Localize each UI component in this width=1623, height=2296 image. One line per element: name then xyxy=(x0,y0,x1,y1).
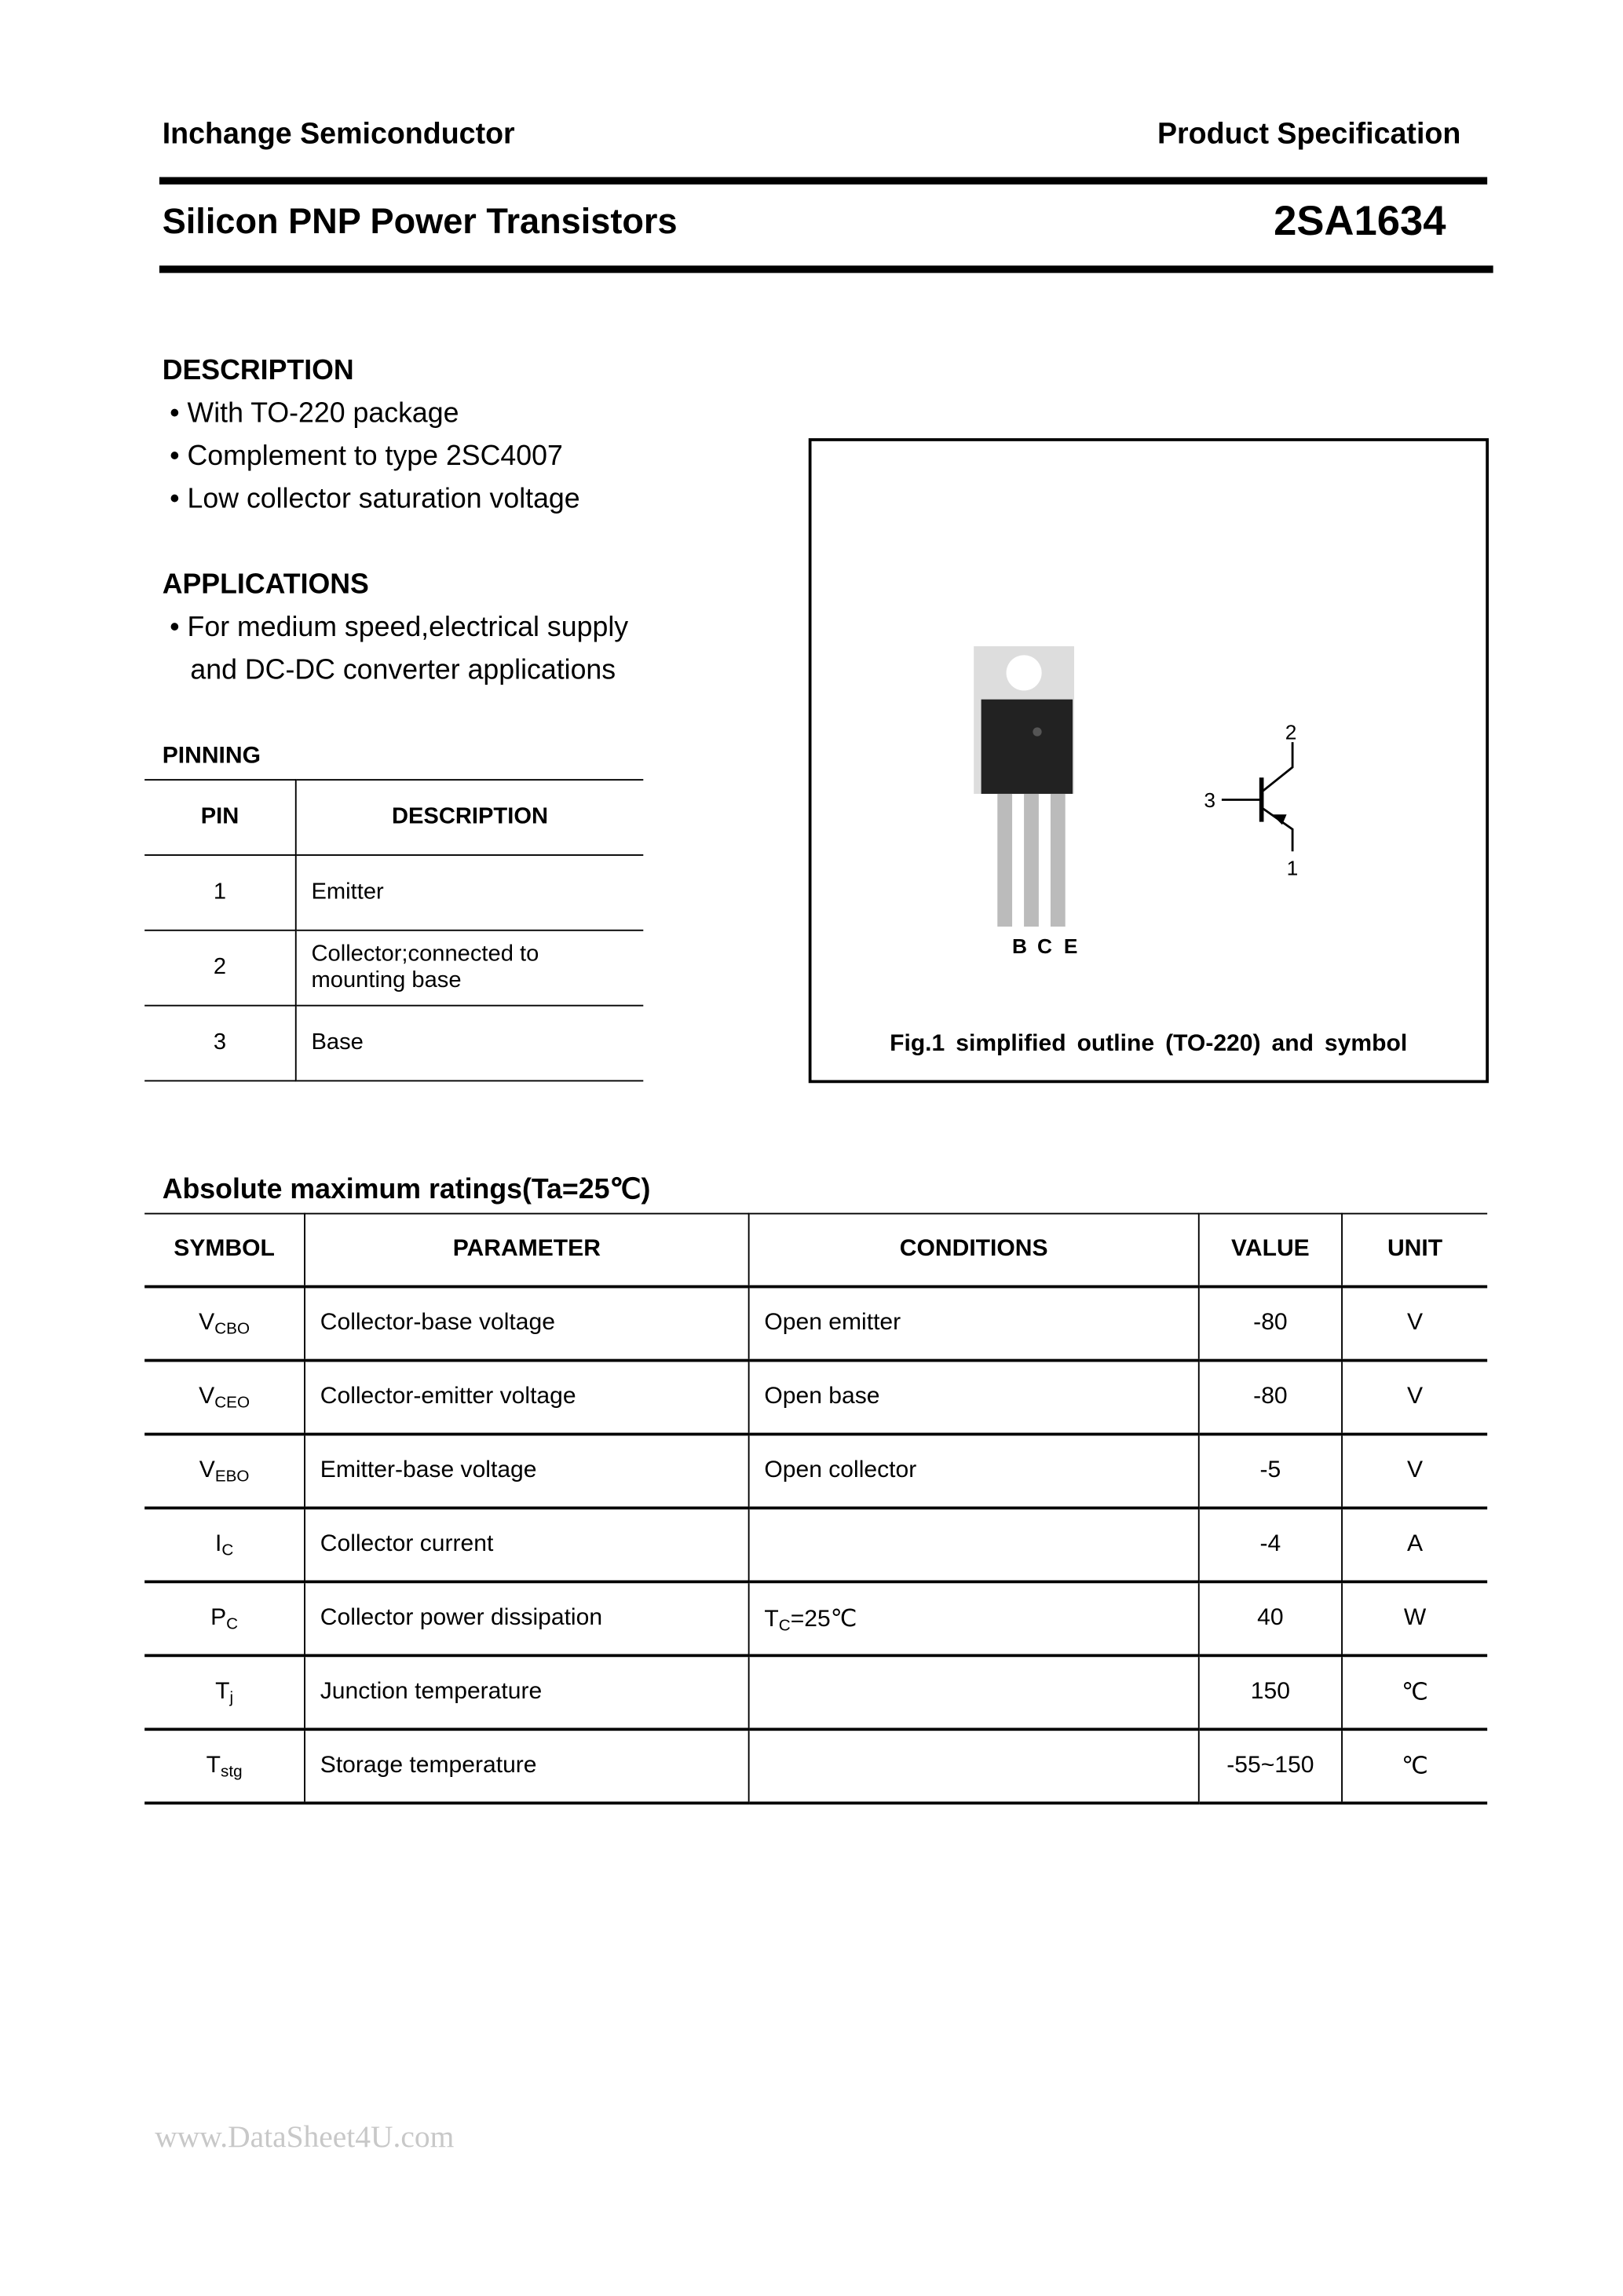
value-cell: -55~150 xyxy=(1199,1729,1342,1803)
application-item: • For medium speed,electrical supply xyxy=(170,612,629,644)
table-header-row xyxy=(144,780,643,855)
description-heading: DESCRIPTION xyxy=(162,355,354,387)
condition-subscript: C xyxy=(778,1616,791,1635)
description-item: • With TO-220 package xyxy=(170,398,459,430)
value-cell: 40 xyxy=(1199,1581,1342,1655)
applications-heading: APPLICATIONS xyxy=(162,569,369,601)
unit-cell: V xyxy=(1342,1434,1487,1508)
conditions-cell xyxy=(749,1361,1199,1435)
symbol-subscript: j xyxy=(229,1688,234,1707)
symbol-pin-3: 3 xyxy=(1204,788,1215,812)
part-number: 2SA1634 xyxy=(1274,197,1446,244)
parameter-cell: Collector power dissipation xyxy=(305,1581,749,1655)
table-row xyxy=(144,1361,1487,1435)
parameter-cell: Junction temperature xyxy=(305,1655,749,1729)
column-header: VALUE xyxy=(1199,1214,1342,1287)
table-row xyxy=(144,1581,1487,1655)
parameter-cell: Collector-base voltage xyxy=(305,1287,749,1361)
symbol-cell xyxy=(144,1434,305,1508)
column-header: PIN xyxy=(144,780,296,855)
description-item: • Low collector saturation voltage xyxy=(170,484,580,515)
unit-cell: V xyxy=(1342,1361,1487,1435)
doc-type: Product Specification xyxy=(1157,118,1461,151)
pin-description: Collector;connected to mounting base xyxy=(296,930,644,1006)
table-row xyxy=(144,1434,1487,1508)
symbol-cell xyxy=(144,1508,305,1581)
table-row xyxy=(144,1287,1487,1361)
symbol-subscript: C xyxy=(221,1541,234,1559)
condition: Open base xyxy=(764,1383,880,1409)
column-header: UNIT xyxy=(1342,1214,1487,1287)
conditions-cell xyxy=(749,1434,1199,1508)
unit-cell: A xyxy=(1342,1508,1487,1581)
parameter-cell: Storage temperature xyxy=(305,1729,749,1803)
header-rule-top xyxy=(159,177,1487,184)
pinning-heading: PINNING xyxy=(162,744,261,770)
conditions-cell xyxy=(749,1655,1199,1729)
symbol-cell xyxy=(144,1287,305,1361)
value-cell: -80 xyxy=(1199,1361,1342,1435)
symbol: V xyxy=(199,1309,215,1335)
application-item: and DC-DC converter applications xyxy=(190,655,616,686)
table-row xyxy=(144,1006,643,1081)
symbol: V xyxy=(199,1457,215,1483)
symbol-cell xyxy=(144,1729,305,1803)
figure-box xyxy=(809,438,1489,1083)
symbol-pin-2: 2 xyxy=(1285,721,1297,744)
parameter-cell: Collector current xyxy=(305,1508,749,1581)
symbol-pin-1: 1 xyxy=(1286,856,1299,880)
table-header-row xyxy=(144,1214,1487,1287)
symbol-subscript: C xyxy=(226,1614,239,1633)
page-title: Silicon PNP Power Transistors xyxy=(162,202,678,243)
figure-caption: Fig.1 simplified outline (TO-220) and symbol xyxy=(890,1031,1408,1057)
description-item: • Complement to type 2SC4007 xyxy=(170,441,563,473)
company-name: Inchange Semiconductor xyxy=(162,118,515,151)
symbol-subscript: stg xyxy=(221,1762,243,1781)
pnp-transistor-symbol xyxy=(1198,722,1316,884)
condition: Open collector xyxy=(764,1457,917,1483)
condition-tail: =25℃ xyxy=(790,1606,857,1632)
unit-cell: ℃ xyxy=(1342,1655,1487,1729)
pin-number: 1 xyxy=(144,855,296,930)
conditions-cell xyxy=(749,1287,1199,1361)
watermark: www.DataSheet4U.com xyxy=(155,2119,455,2155)
lead-label-e: E xyxy=(1063,934,1078,958)
conditions-cell xyxy=(749,1729,1199,1803)
symbol: I xyxy=(214,1530,222,1556)
conditions-cell xyxy=(749,1508,1199,1581)
pin-number: 2 xyxy=(144,930,296,1006)
table-row xyxy=(144,1729,1487,1803)
symbol-subscript: CBO xyxy=(214,1319,250,1338)
value-cell: -5 xyxy=(1199,1434,1342,1508)
lead-label-c: C xyxy=(1037,934,1053,958)
value-cell: -80 xyxy=(1199,1287,1342,1361)
parameter-cell: Collector-emitter voltage xyxy=(305,1361,749,1435)
pinning-table xyxy=(144,779,643,1081)
symbol: T xyxy=(206,1752,221,1778)
table-row xyxy=(144,930,643,1006)
ratings-table xyxy=(144,1213,1487,1805)
column-header: PARAMETER xyxy=(305,1214,749,1287)
pin-number: 3 xyxy=(144,1006,296,1081)
column-header: CONDITIONS xyxy=(749,1214,1199,1287)
header-rule-bottom xyxy=(159,265,1493,272)
symbol-subscript: EBO xyxy=(214,1467,250,1486)
table-row xyxy=(144,1655,1487,1729)
lead-label-b: B xyxy=(1012,934,1028,958)
value-cell: -4 xyxy=(1199,1508,1342,1581)
unit-cell: ℃ xyxy=(1342,1729,1487,1803)
unit-cell: V xyxy=(1342,1287,1487,1361)
ratings-heading: Absolute maximum ratings(Ta=25℃) xyxy=(162,1174,651,1206)
column-header: DESCRIPTION xyxy=(296,780,644,855)
symbol: P xyxy=(210,1604,227,1630)
condition: Open emitter xyxy=(764,1309,901,1335)
parameter-cell: Emitter-base voltage xyxy=(305,1434,749,1508)
symbol-subscript: CEO xyxy=(214,1393,250,1412)
pin-description: Base xyxy=(296,1006,644,1081)
condition: T xyxy=(764,1606,779,1632)
to220-package-image xyxy=(959,641,1106,958)
value-cell: 150 xyxy=(1199,1655,1342,1729)
table-row xyxy=(144,855,643,930)
table-row xyxy=(144,1508,1487,1581)
column-header: SYMBOL xyxy=(144,1214,305,1287)
symbol-cell xyxy=(144,1581,305,1655)
symbol-cell xyxy=(144,1655,305,1729)
pin-description: Emitter xyxy=(296,855,644,930)
symbol: T xyxy=(215,1678,230,1704)
symbol: V xyxy=(199,1383,215,1409)
unit-cell: W xyxy=(1342,1581,1487,1655)
conditions-cell xyxy=(749,1581,1199,1655)
symbol-cell xyxy=(144,1361,305,1435)
